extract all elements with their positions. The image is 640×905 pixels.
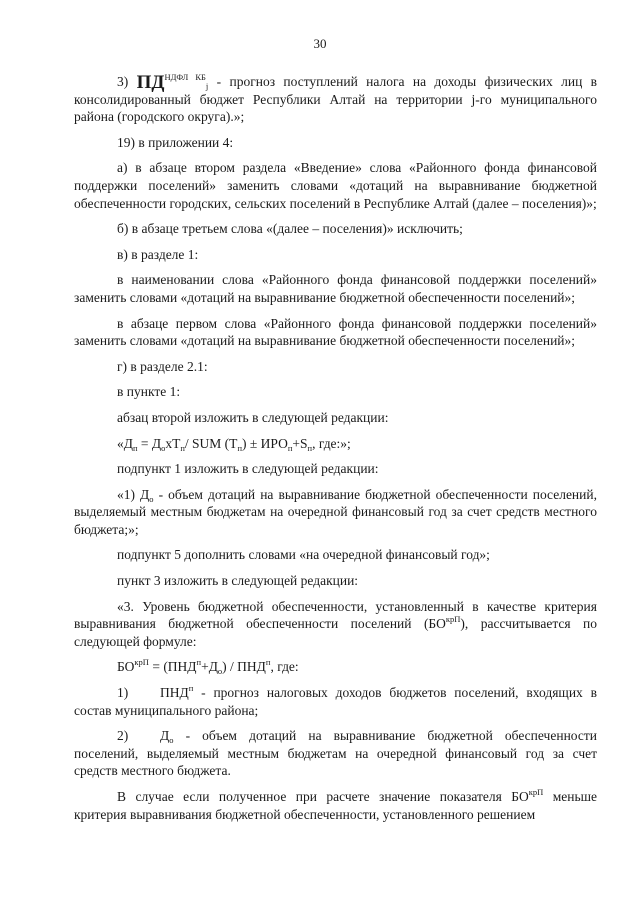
formula-sub: о: [161, 442, 166, 453]
formula-part: , где:: [270, 659, 299, 675]
paragraph-text: - прогноз поступлений налога на доходы физических лиц в консолидированный бюджет Республики Алтай на территории j-го муниципального района (городского округа).»;: [74, 74, 598, 125]
paragraph-v-1: в наименовании слова «Районного фонда финансовой поддержки поселений» заменить словами «дотаций на выравнивание бюджетной обеспеченности поселений»;: [74, 272, 597, 305]
paragraph-sub1: [74, 486, 597, 539]
formula-distribution: [74, 435, 597, 453]
paragraph-sub1-intro: подпункт 1 изложить в следующей редакции:: [117, 461, 379, 477]
formula-sup: п: [265, 657, 271, 668]
formula-sup: п: [188, 683, 194, 694]
formula-part: +Д: [201, 659, 218, 675]
formula-sub: п: [307, 442, 313, 453]
formula-sub: о: [169, 735, 174, 746]
formula-sub: о: [149, 493, 154, 504]
paragraph-text: ), рассчитывается по следующей формуле:: [74, 616, 598, 649]
formula-part: «Д: [117, 435, 133, 451]
formula-sub: о: [217, 666, 223, 677]
paragraph-p3-intro: пункт 3 изложить в следующей редакции:: [117, 573, 359, 589]
page-number: 30: [313, 36, 327, 51]
formula-part: ) / ПНД: [222, 659, 266, 675]
paragraph-b: б) в абзаце третьем слова «(далее – поселения)» исключить;: [117, 221, 463, 237]
paragraph-text: В случае если полученное при расчете значение показателя БО: [117, 789, 529, 804]
definition-2: [74, 727, 597, 780]
formula-sub: п: [132, 442, 138, 453]
formula-part: ) ± ИРО: [242, 435, 288, 451]
paragraph-g: г) в разделе 2.1:: [117, 358, 208, 374]
definition-1: [74, 684, 597, 719]
formula-sub: п: [237, 442, 242, 453]
formula-part: , где:»;: [312, 435, 351, 451]
formula-sup: крП: [528, 787, 544, 797]
paragraph-text: меньше критерия выравнивания бюджетной обеспеченности, установленного решением: [74, 789, 597, 822]
definition-number: 2): [117, 728, 129, 744]
paragraph-text: «1) Д: [117, 486, 150, 502]
formula-part: = (ПНД: [148, 659, 197, 675]
formula-part: хТ: [165, 435, 181, 451]
item-number: 3): [117, 74, 129, 89]
paragraph-item-3: [74, 72, 597, 126]
paragraph-19: 19) в приложении 4:: [117, 134, 234, 150]
formula-sup: НДФЛ КБ: [164, 72, 206, 82]
formula-sup: п: [196, 657, 202, 668]
formula-part: / SUM (Т: [184, 435, 238, 451]
paragraph-text: - объем дотаций на выравнивание бюджетной обеспеченности поселений, выделяемый местным бюджетам на очередной финансовый год за счет средств местного бюджета;»;: [74, 486, 597, 537]
formula-sup: крП: [445, 614, 461, 625]
definition-number: 1): [117, 685, 129, 701]
formula-sub: п: [180, 442, 185, 453]
formula-sup: крП: [134, 657, 149, 668]
paragraph-abz2: абзац второй изложить в следующей редакции:: [117, 409, 389, 425]
formula-part: = Д: [137, 435, 162, 451]
formula-part: ПНД: [160, 685, 189, 701]
paragraph-text: - прогноз налоговых доходов бюджетов поселений, входящих в состав муниципального района;: [74, 685, 597, 718]
formula-sub: j: [205, 81, 209, 91]
paragraph-p3: [74, 598, 597, 651]
paragraph-sub5: подпункт 5 дополнить словами «на очередной финансовый год»;: [117, 547, 490, 563]
formula-criterion: [74, 658, 597, 676]
paragraph-a: а) в абзаце втором раздела «Введение» слова «Районного фонда финансовой поддержки поселений» заменить словами «дотаций на выравнивание бюджетной обеспеченности городских, сельских поселений в Республике Алтай (далее – поселения)»;: [74, 160, 597, 211]
formula-part: БО: [117, 659, 135, 675]
formula-symbol: ПД: [136, 72, 165, 93]
document-body: [74, 72, 597, 831]
formula-part: +S: [292, 435, 308, 451]
paragraph-last: [74, 788, 597, 823]
formula-sub: п: [287, 442, 293, 453]
paragraph-text: - объем дотаций на выравнивание бюджетной обеспеченности поселений, выделяемый местным бюджетам на очередной финансовый год за счет средств местного бюджета.: [74, 728, 597, 779]
paragraph-v: в) в разделе 1:: [117, 246, 199, 262]
paragraph-point-1: в пункте 1:: [117, 384, 181, 400]
paragraph-v-2: в абзаце первом слова «Районного фонда финансовой поддержки поселений» заменить словами «дотаций на выравнивание бюджетной обеспеченности поселений»;: [74, 315, 597, 349]
paragraph-text: «3. Уровень бюджетной обеспеченности, установленный в качестве критерия выравнивания бюджетной обеспеченности поселений (БО: [74, 598, 597, 632]
formula-part: Д: [160, 728, 170, 744]
